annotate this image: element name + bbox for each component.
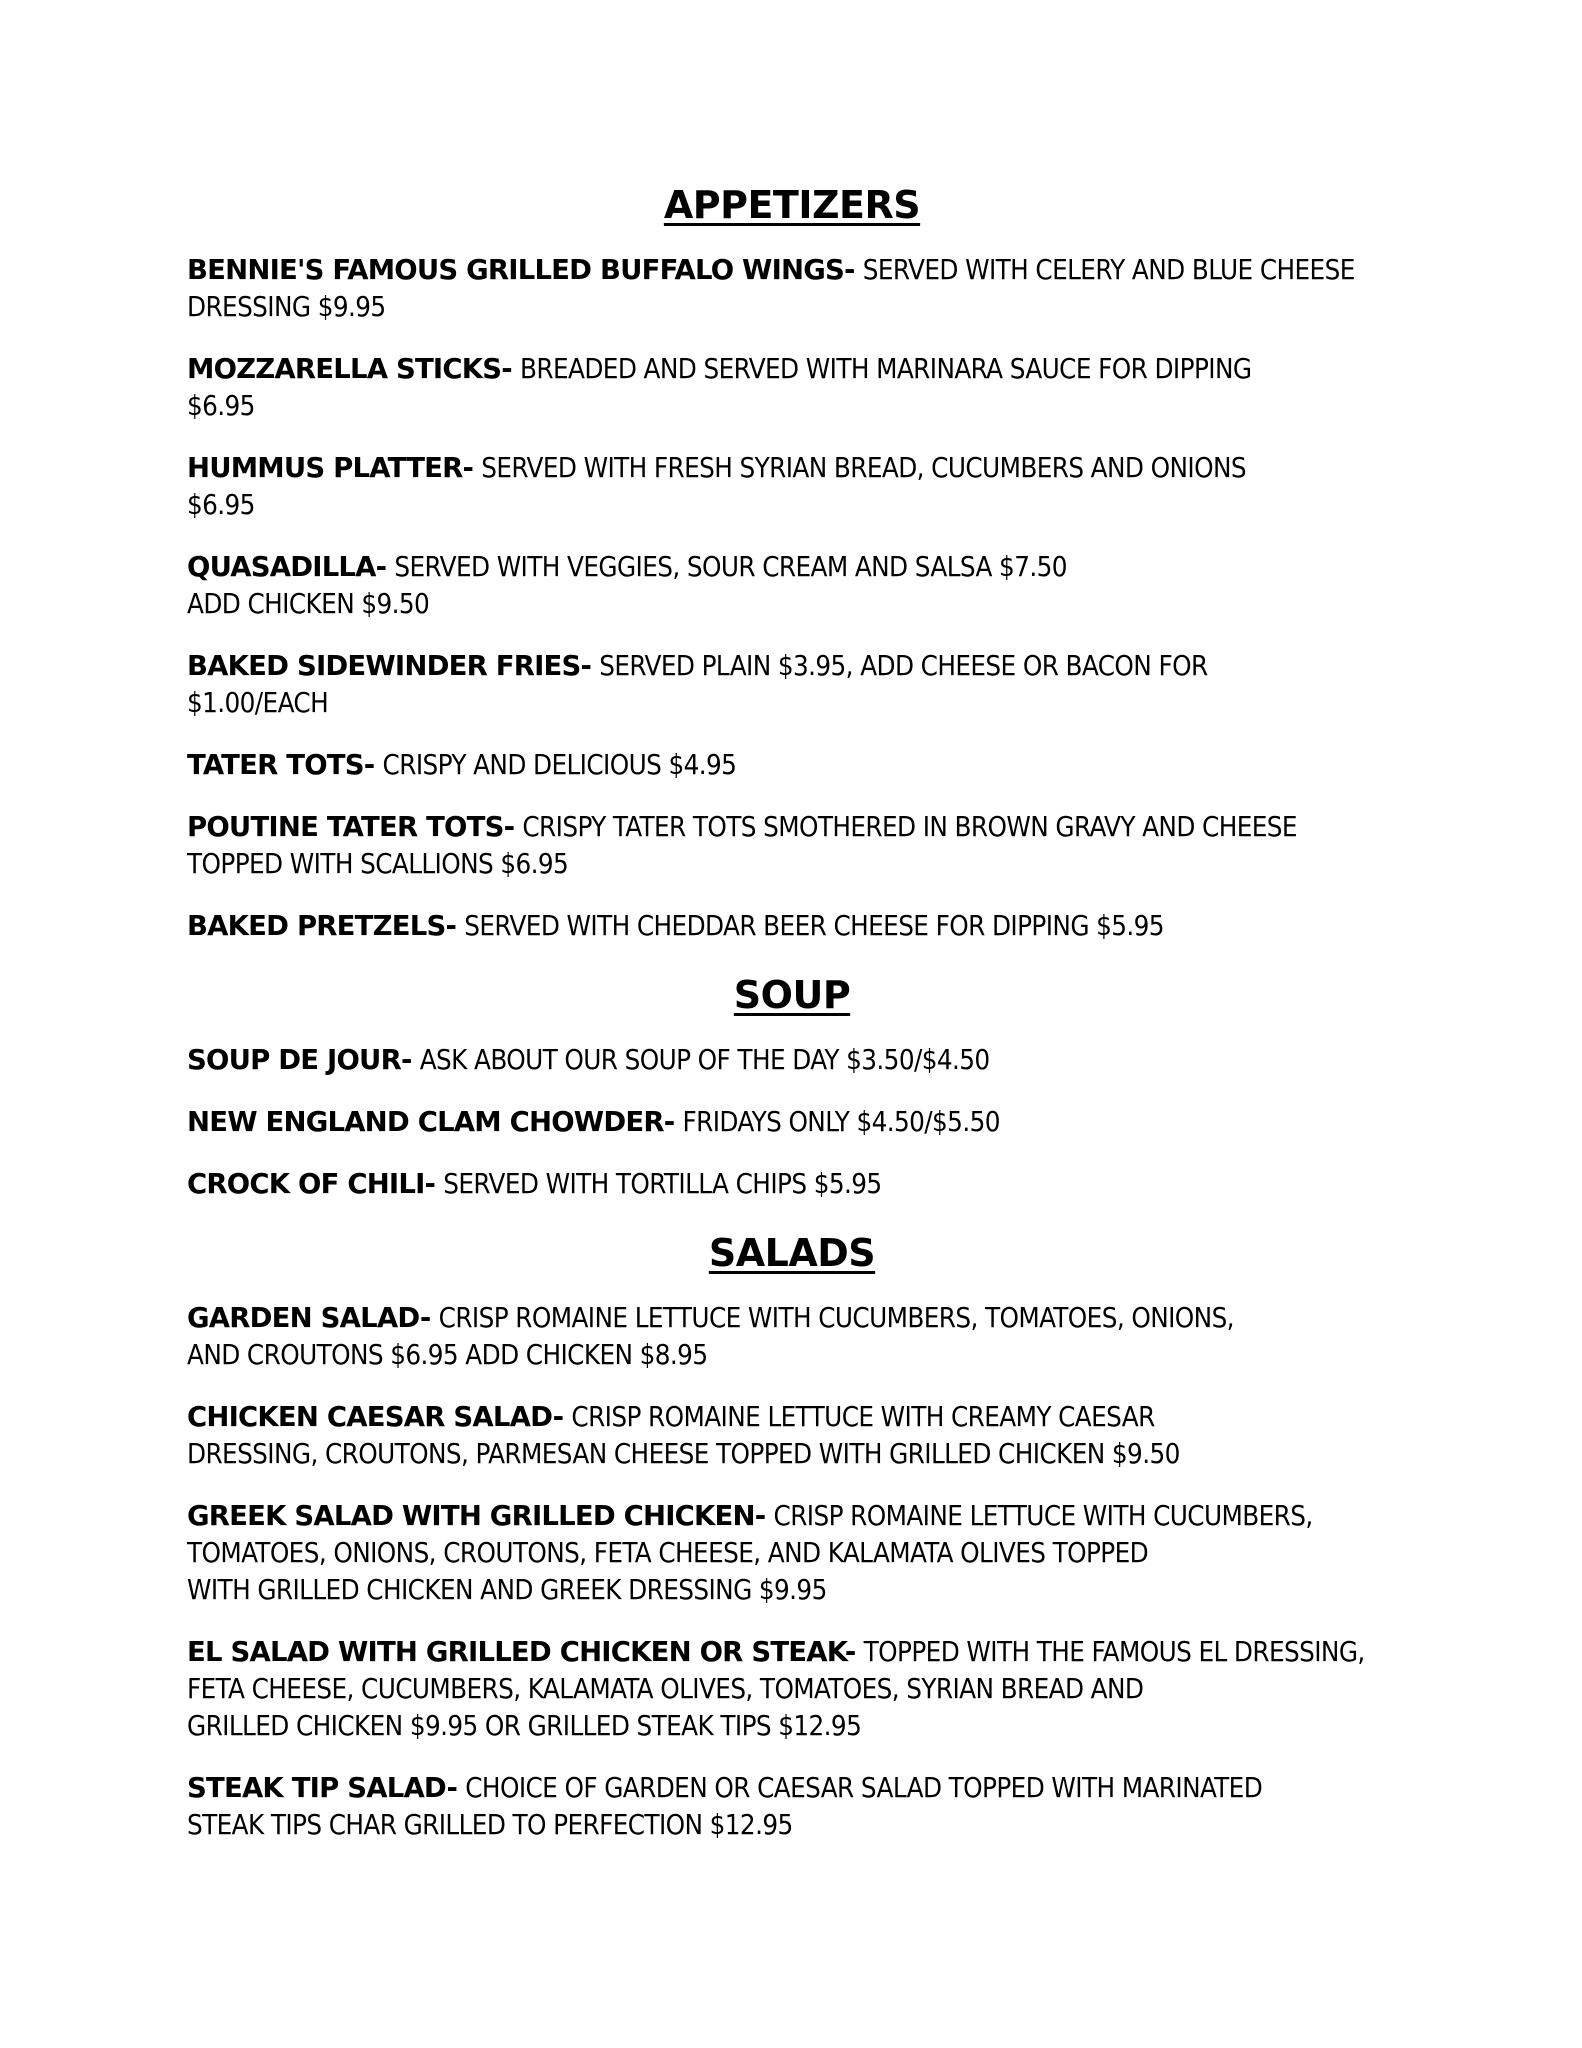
item-name: QUASADILLA-: [187, 551, 387, 583]
item-name: MOZZARELLA STICKS-: [187, 353, 512, 385]
item-description: DRESSING, CROUTONS, PARMESAN CHEESE TOPPED WITH GRILLED CHICKEN $9.50: [187, 1438, 1180, 1470]
item-description: SERVED WITH CHEDDAR BEER CHEESE FOR DIPPING $5.95: [464, 910, 1164, 942]
item-name: BAKED PRETZELS-: [187, 910, 457, 942]
menu-item: [187, 648, 1397, 722]
menu-item: [187, 809, 1397, 883]
item-description: TOPPED WITH SCALLIONS $6.95: [187, 848, 569, 880]
item-description: AND CROUTONS $6.95 ADD CHICKEN $8.95: [187, 1339, 708, 1371]
item-name: NEW ENGLAND CLAM CHOWDER-: [187, 1106, 675, 1138]
item-description: SERVED WITH CELERY AND BLUE CHEESE: [862, 254, 1355, 286]
item-description: FETA CHEESE, CUCUMBERS, KALAMATA OLIVES, TOMATOES, SYRIAN BREAD AND: [187, 1673, 1144, 1705]
menu-item: [187, 1104, 1397, 1141]
item-description: GRILLED CHICKEN $9.95 OR GRILLED STEAK TIPS $12.95: [187, 1710, 862, 1742]
item-description: SERVED PLAIN $3.95, ADD CHEESE OR BACON FOR: [599, 650, 1208, 682]
item-description: DRESSING $9.95: [187, 291, 386, 323]
item-description: BREADED AND SERVED WITH MARINARA SAUCE FOR DIPPING: [520, 353, 1252, 385]
item-description: SERVED WITH FRESH SYRIAN BREAD, CUCUMBERS AND ONIONS: [481, 452, 1246, 484]
item-description: CRISPY AND DELICIOUS $4.95: [382, 749, 737, 781]
item-description: CRISP ROMAINE LETTUCE WITH CUCUMBERS,: [773, 1500, 1313, 1532]
menu-item: [187, 1300, 1397, 1374]
item-name: CROCK OF CHILI-: [187, 1168, 436, 1200]
menu-item: [187, 908, 1397, 945]
item-name: STEAK TIP SALAD-: [187, 1772, 458, 1804]
item-description: CHOICE OF GARDEN OR CAESAR SALAD TOPPED WITH MARINATED: [465, 1772, 1263, 1804]
item-name: BENNIE'S FAMOUS GRILLED BUFFALO WINGS-: [187, 254, 855, 286]
item-description: TOPPED WITH THE FAMOUS EL DRESSING,: [863, 1636, 1365, 1668]
item-description: SERVED WITH TORTILLA CHIPS $5.95: [443, 1168, 882, 1200]
item-name: POUTINE TATER TOTS-: [187, 811, 515, 843]
menu-item: [187, 1498, 1397, 1609]
menu-item: [187, 351, 1397, 425]
menu-item: [187, 549, 1397, 623]
menu-item: [187, 1770, 1397, 1844]
item-description: CRISPY TATER TOTS SMOTHERED IN BROWN GRAVY AND CHEESE: [522, 811, 1297, 843]
section-title: APPETIZERS: [663, 183, 921, 227]
item-name: GARDEN SALAD-: [187, 1302, 431, 1334]
section-title: SOUP: [733, 973, 851, 1017]
item-name: EL SALAD WITH GRILLED CHICKEN OR STEAK-: [187, 1636, 856, 1668]
menu-item: [187, 1634, 1397, 1745]
menu-item: [187, 1399, 1397, 1473]
item-description: SERVED WITH VEGGIES, SOUR CREAM AND SALSA $7.50: [394, 551, 1067, 583]
section-title: SALADS: [708, 1231, 876, 1275]
appetizers-section: [187, 180, 1397, 945]
item-name: TATER TOTS-: [187, 749, 375, 781]
item-description: WITH GRILLED CHICKEN AND GREEK DRESSING $9.95: [187, 1574, 827, 1606]
menu-item: [187, 1042, 1397, 1079]
menu-item: [187, 252, 1397, 326]
menu-item: [187, 1166, 1397, 1203]
item-name: CHICKEN CAESAR SALAD-: [187, 1401, 564, 1433]
item-description: CRISP ROMAINE LETTUCE WITH CREAMY CAESAR: [571, 1401, 1155, 1433]
menu-item: [187, 747, 1397, 784]
item-description: FRIDAYS ONLY $4.50/$5.50: [682, 1106, 1000, 1138]
salads-section: [187, 1228, 1397, 1844]
item-description: CRISP ROMAINE LETTUCE WITH CUCUMBERS, TOMATOES, ONIONS,: [438, 1302, 1234, 1334]
menu-page: [187, 180, 1397, 1869]
menu-item: [187, 450, 1397, 524]
item-description: $1.00/EACH: [187, 687, 329, 719]
item-name: BAKED SIDEWINDER FRIES-: [187, 650, 592, 682]
item-name: SOUP DE JOUR-: [187, 1044, 412, 1076]
item-description: ADD CHICKEN $9.50: [187, 588, 430, 620]
item-name: GREEK SALAD WITH GRILLED CHICKEN-: [187, 1500, 766, 1532]
item-description: STEAK TIPS CHAR GRILLED TO PERFECTION $12.95: [187, 1809, 793, 1841]
item-description: $6.95: [187, 489, 255, 521]
item-description: ASK ABOUT OUR SOUP OF THE DAY $3.50/$4.50: [419, 1044, 990, 1076]
item-description: TOMATOES, ONIONS, CROUTONS, FETA CHEESE, AND KALAMATA OLIVES TOPPED: [187, 1537, 1149, 1569]
soup-section: [187, 970, 1397, 1203]
item-name: HUMMUS PLATTER-: [187, 452, 474, 484]
item-description: $6.95: [187, 390, 255, 422]
